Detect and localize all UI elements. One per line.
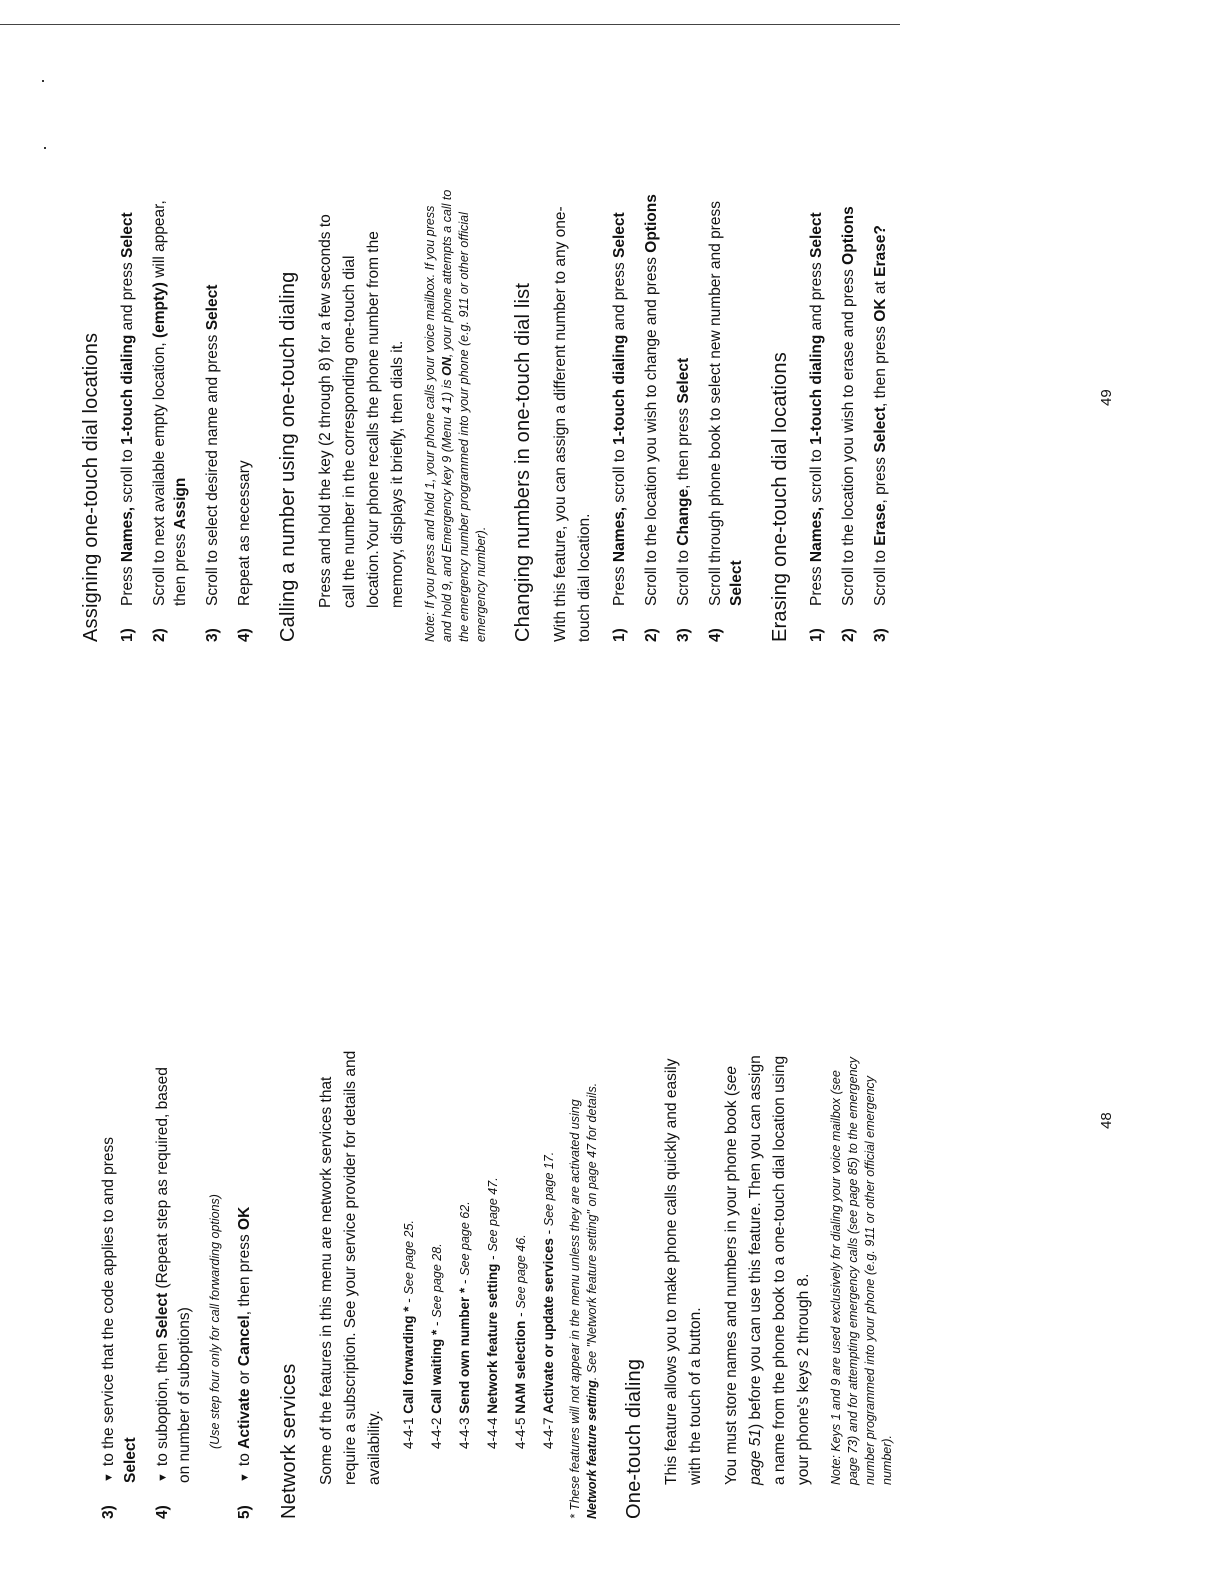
list-item: 2) Scroll to next available empty location, (empty) will appear, then press Assign <box>151 200 189 642</box>
left-column <box>98 1049 910 1519</box>
calling-note: Note: If you press and hold 1, your phone calls your voice mailbox. If you press and hold 9, and Emergency key 9 (Menu 4 1) is ON, your phone attempts a call to the emergency number programmed into your phone (e.g. 911 or other official emergency number). <box>423 189 488 642</box>
step-number: 2) <box>840 628 857 642</box>
step-4-left: 4) ▼to suboption, then Select (Repeat step as required, based on number of suboptions) <box>154 1067 193 1519</box>
scan-speck <box>44 147 46 149</box>
step-number: 1) <box>119 628 136 642</box>
down-arrow-icon: ▼ <box>239 1472 251 1483</box>
list-item: 4-4-3 Send own number * - See page 62. <box>457 1201 472 1449</box>
list-item: 2) Scroll to the location you wish to erase and press Options <box>840 206 857 642</box>
step-number: 3) <box>204 628 221 642</box>
one-touch-dialing-title: One-touch dialing <box>623 1358 645 1519</box>
one-touch-intro: This feature allows you to make phone calls quickly and easily with the touch of a button. <box>663 1058 704 1485</box>
list-item: 4) Repeat as necessary <box>236 460 253 642</box>
right-column <box>80 187 902 642</box>
network-items-list <box>399 1049 559 1519</box>
list-item: 4-4-4 Network feature setting - See page 47. <box>485 1177 500 1449</box>
step-number: 4) <box>707 628 724 642</box>
network-intro: Some of the features in this menu are network services that require a subscription. See your service provider for details and availability. <box>318 1050 383 1485</box>
list-item: 1) Press Names, scroll to 1-touch dialing and press Select <box>611 212 628 642</box>
step-5-left: 5) ▼to Activate or Cancel, then press OK <box>236 1206 253 1519</box>
list-item: 4-4-2 Call waiting * - See page 28. <box>429 1243 444 1449</box>
list-item: 4-4-5 NAM selection - See page 46. <box>513 1234 528 1449</box>
list-item: 4-4-1 Call forwarding * - See page 25. <box>401 1220 416 1449</box>
erasing-steps <box>806 187 891 642</box>
down-arrow-icon: ▼ <box>157 1472 169 1483</box>
assigning-title: Assigning one-touch dial locations <box>80 332 102 642</box>
scan-speck <box>42 80 44 82</box>
list-item: 4) Scroll through phone book to select new number and press Select <box>707 201 745 642</box>
step-number: 2) <box>151 628 168 642</box>
list-item: 3) Scroll to Erase, press Select, then press OK at Erase? <box>872 225 889 642</box>
changing-steps <box>609 187 747 642</box>
step-number: 3) <box>872 628 889 642</box>
one-touch-paragraph: You must store names and numbers in your phone book (see page 51) before you can use this feature. Then you can assign a name from the phone book to a one-touch dial location using your phone's keys 2 through 8. <box>723 1055 812 1485</box>
network-services-title: Network services <box>278 1363 300 1519</box>
page-number-48: 48 <box>1098 1112 1115 1129</box>
assigning-steps <box>117 187 255 642</box>
step-number: 5) <box>236 1505 253 1519</box>
step-number: 3) <box>100 1505 117 1519</box>
step-number: 3) <box>675 628 692 642</box>
use-step-note: (Use step four only for call forwarding options) <box>208 1194 222 1449</box>
step-number: 4) <box>154 1505 171 1519</box>
step-number: 4) <box>236 628 253 642</box>
changing-title: Changing numbers in one-touch dial list <box>512 282 534 642</box>
step-3-left: 3) ▼to the service that the code applies to and press Select <box>100 1136 139 1519</box>
down-arrow-icon: ▼ <box>103 1472 115 1483</box>
list-item: 1) Press Names, scroll to 1-touch dialing and press Select <box>808 212 825 642</box>
one-touch-note: Note: Keys 1 and 9 are used exclusively for dialing your voice mailbox (see page 73) and for attempting emergency calls (see page 85) to the emergency number programmed into your phone (e.g. 911 or other official emergency number). <box>829 1056 894 1485</box>
step-number: 1) <box>808 628 825 642</box>
step-number: 1) <box>611 628 628 642</box>
changing-intro: With this feature, you can assign a different number to any one-touch dial location. <box>552 206 593 642</box>
page-number-49: 49 <box>1098 389 1115 406</box>
scan-edge-line <box>0 24 900 25</box>
calling-title: Calling a number using one-touch dialing <box>277 271 299 642</box>
step-number: 2) <box>643 628 660 642</box>
erasing-title: Erasing one-touch dial locations <box>769 352 791 642</box>
page-48 <box>0 792 1224 1584</box>
calling-body: Press and hold the key (2 through 8) for a few seconds to call the number in the corresponding one-touch dial location.Your phone recalls the phone number from the memory, displays it briefly, then dials it. <box>317 214 406 608</box>
list-item: 4-4-7 Activate or update services - See page 17. <box>541 1151 556 1449</box>
list-item: 3) Scroll to Change, then press Select <box>675 357 692 642</box>
list-item: 1) Press Names, scroll to 1-touch dialing and press Select <box>119 212 136 642</box>
network-footnote: * These features will not appear in the menu unless they are activated using Network feature setting. See "Network feature setting" on page 47 for details. <box>568 1082 599 1519</box>
list-item: 3) Scroll to select desired name and press Select <box>204 284 221 642</box>
list-item: 2) Scroll to the location you wish to change and press Options <box>643 194 660 642</box>
